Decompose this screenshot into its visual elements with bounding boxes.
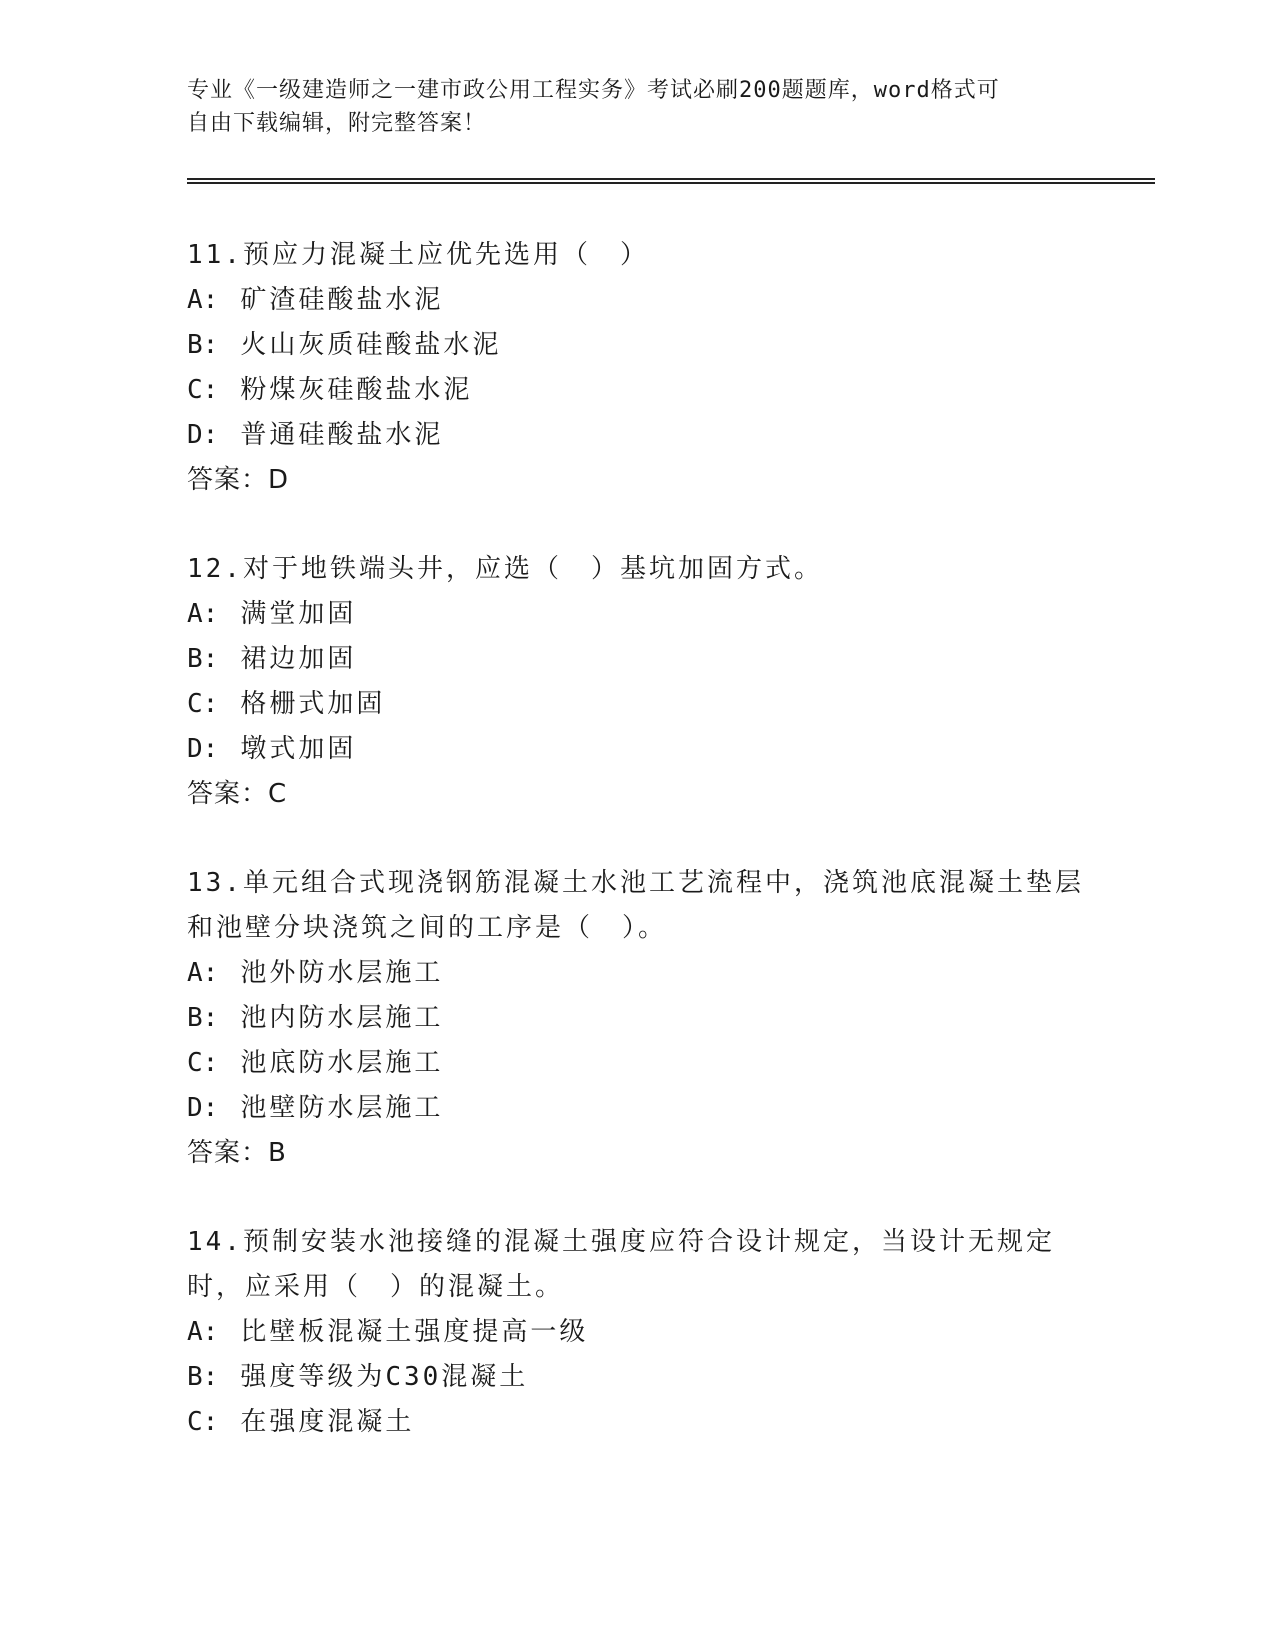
option-text: 池内防水层施工 bbox=[240, 1003, 444, 1033]
option-text: 格栅式加固 bbox=[240, 689, 386, 719]
option-letter: B: bbox=[187, 330, 219, 360]
option-d bbox=[187, 1086, 1087, 1131]
answer-line: 答案：C bbox=[187, 779, 288, 809]
question-13 bbox=[187, 861, 1087, 1176]
option-text: 比壁板混凝土强度提高一级 bbox=[240, 1317, 589, 1347]
option-b bbox=[187, 1355, 1087, 1400]
option-text: 在强度混凝土 bbox=[240, 1407, 415, 1437]
option-letter: B: bbox=[187, 1003, 219, 1033]
option-letter: A: bbox=[187, 958, 219, 988]
option-c bbox=[187, 682, 1087, 727]
option-letter: A: bbox=[187, 1317, 219, 1347]
header-line-1: 专业《一级建造师之一建市政公用工程实务》考试必刷200题题库，word格式可 bbox=[187, 78, 1000, 103]
option-d bbox=[187, 413, 1087, 458]
option-a bbox=[187, 1310, 1087, 1355]
option-a bbox=[187, 592, 1087, 637]
question-list bbox=[187, 233, 1087, 1489]
answer-line: 答案：D bbox=[187, 465, 290, 495]
option-text: 普通硅酸盐水泥 bbox=[240, 420, 444, 450]
option-letter: A: bbox=[187, 599, 219, 629]
option-a bbox=[187, 951, 1087, 996]
header-divider bbox=[187, 178, 1155, 184]
option-text: 池外防水层施工 bbox=[240, 958, 444, 988]
question-12 bbox=[187, 547, 1087, 817]
question-stem: 11.预应力混凝土应优先选用（ ） bbox=[187, 240, 649, 270]
option-letter: C: bbox=[187, 1407, 219, 1437]
option-text: 裙边加固 bbox=[240, 644, 357, 674]
option-letter: D: bbox=[187, 1093, 219, 1123]
option-text: 满堂加固 bbox=[240, 599, 357, 629]
option-text: 矿渣硅酸盐水泥 bbox=[240, 285, 444, 315]
option-letter: B: bbox=[187, 644, 219, 674]
option-b bbox=[187, 996, 1087, 1041]
option-letter: D: bbox=[187, 734, 219, 764]
option-b bbox=[187, 637, 1087, 682]
question-stem: 14.预制安装水池接缝的混凝土强度应符合设计规定，当设计无规定时，应采用（ ）的混凝土。 bbox=[187, 1227, 1055, 1302]
option-text: 火山灰质硅酸盐水泥 bbox=[240, 330, 502, 360]
option-letter: A: bbox=[187, 285, 219, 315]
option-text: 粉煤灰硅酸盐水泥 bbox=[240, 375, 473, 405]
option-text: 池壁防水层施工 bbox=[240, 1093, 444, 1123]
answer-line: 答案：B bbox=[187, 1138, 287, 1168]
option-c bbox=[187, 1400, 1087, 1445]
option-letter: D: bbox=[187, 420, 219, 450]
option-c bbox=[187, 368, 1087, 413]
option-text: 墩式加固 bbox=[240, 734, 357, 764]
option-c bbox=[187, 1041, 1087, 1086]
option-letter: C: bbox=[187, 375, 219, 405]
option-d bbox=[187, 727, 1087, 772]
header-line-2: 自由下载编辑，附完整答案！ bbox=[187, 111, 487, 136]
question-14 bbox=[187, 1220, 1087, 1445]
option-letter: B: bbox=[187, 1362, 219, 1392]
option-text: 池底防水层施工 bbox=[240, 1048, 444, 1078]
question-11 bbox=[187, 233, 1087, 503]
question-stem: 13.单元组合式现浇钢筋混凝土水池工艺流程中，浇筑池底混凝土垫层和池壁分块浇筑之间的工序是（ ）。 bbox=[187, 868, 1084, 943]
option-letter: C: bbox=[187, 1048, 219, 1078]
question-stem: 12.对于地铁端头井，应选（ ）基坑加固方式。 bbox=[187, 554, 823, 584]
document-header bbox=[187, 74, 1067, 140]
option-text: 强度等级为C30混凝土 bbox=[240, 1362, 529, 1392]
option-b bbox=[187, 323, 1087, 368]
option-a bbox=[187, 278, 1087, 323]
option-letter: C: bbox=[187, 689, 219, 719]
